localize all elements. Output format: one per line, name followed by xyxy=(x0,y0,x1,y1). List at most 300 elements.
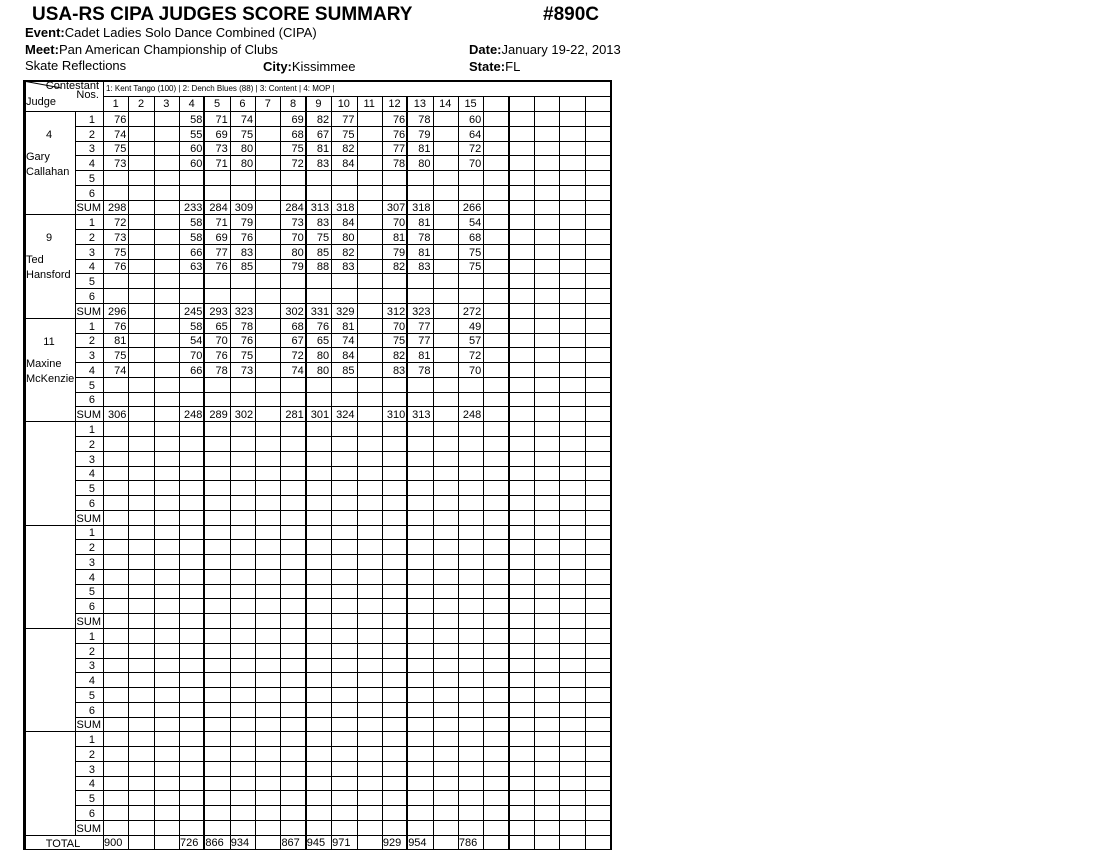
table-left-border xyxy=(23,80,26,850)
sum-cell: 329 xyxy=(336,305,355,318)
score-cell: 76 xyxy=(114,320,127,333)
grid-line xyxy=(433,96,434,850)
sum-cell: 318 xyxy=(412,202,431,215)
sum-cell: 331 xyxy=(310,305,330,318)
grid-line xyxy=(75,643,610,644)
sum-cell: 324 xyxy=(336,409,355,422)
column-number: 1 xyxy=(112,98,119,110)
grid-line xyxy=(559,96,560,850)
score-cell: 74 xyxy=(240,113,254,126)
column-number: 5 xyxy=(214,98,221,110)
score-cell: 60 xyxy=(190,143,203,156)
score-cell: 88 xyxy=(316,261,330,274)
score-cell: 81 xyxy=(418,217,431,230)
score-cell: 70 xyxy=(215,335,228,348)
row-label: 3 xyxy=(88,763,95,776)
judge-last-name: Hansford xyxy=(26,269,71,282)
row-label: 5 xyxy=(88,793,95,806)
sum-cell: 248 xyxy=(184,409,203,422)
score-cell: 76 xyxy=(392,128,406,141)
city-label: City: xyxy=(263,59,292,74)
score-cell: 80 xyxy=(418,158,431,171)
nos-label: Nos. xyxy=(76,89,99,101)
sum-label: SUM xyxy=(76,822,101,835)
score-cell: 75 xyxy=(240,128,254,141)
sum-cell: 306 xyxy=(107,409,127,422)
score-cell: 83 xyxy=(316,217,330,230)
score-cell: 82 xyxy=(316,113,330,126)
score-cell: 74 xyxy=(342,335,355,348)
score-cell: 72 xyxy=(291,350,304,363)
grid-line xyxy=(75,170,610,171)
sum-cell: 310 xyxy=(386,409,406,422)
score-cell: 70 xyxy=(291,231,304,244)
score-cell: 80 xyxy=(316,364,330,377)
grid-line xyxy=(23,835,610,836)
score-cell: 81 xyxy=(418,350,431,363)
score-cell: 65 xyxy=(215,320,228,333)
sum-cell: 289 xyxy=(209,409,228,422)
row-label: 3 xyxy=(88,246,95,259)
grid-line xyxy=(75,746,610,747)
score-cell: 83 xyxy=(392,364,406,377)
score-cell: 66 xyxy=(190,246,203,259)
sum-cell: 296 xyxy=(107,305,127,318)
row-label: 4 xyxy=(88,675,95,688)
row-label: 2 xyxy=(88,231,95,244)
score-cell: 75 xyxy=(114,143,127,156)
row-label: 5 xyxy=(88,586,95,599)
sum-cell: 284 xyxy=(209,202,228,215)
grid-line xyxy=(75,776,610,777)
score-cell: 75 xyxy=(316,231,330,244)
column-number: 12 xyxy=(388,98,401,110)
row-label: 1 xyxy=(88,113,95,126)
score-cell: 79 xyxy=(392,246,406,259)
grid-line xyxy=(75,539,610,540)
score-cell: 76 xyxy=(215,350,228,363)
judge-number: 4 xyxy=(45,129,53,141)
row-label: 6 xyxy=(88,394,95,407)
score-cell: 73 xyxy=(114,158,127,171)
grid-line xyxy=(23,111,610,112)
row-label: 5 xyxy=(88,483,95,496)
sum-cell: 309 xyxy=(234,202,254,215)
form-code: #890C xyxy=(543,4,599,25)
row-label: 6 xyxy=(88,291,95,304)
grid-line xyxy=(508,96,510,850)
score-cell: 78 xyxy=(215,364,228,377)
score-cell: 75 xyxy=(291,143,304,156)
row-label: 6 xyxy=(88,187,95,200)
sum-cell: 312 xyxy=(386,305,406,318)
score-cell: 82 xyxy=(392,350,406,363)
score-cell: 84 xyxy=(342,217,355,230)
row-label: 6 xyxy=(88,808,95,821)
score-cell: 81 xyxy=(316,143,330,156)
row-label: 1 xyxy=(88,527,95,540)
judge-first-name: Gary xyxy=(26,151,50,163)
grid-line xyxy=(75,672,610,673)
grid-line xyxy=(75,436,610,437)
score-cell: 73 xyxy=(114,231,127,244)
score-cell: 74 xyxy=(291,364,304,377)
score-cell: 72 xyxy=(114,217,127,230)
contestants-legend: 1: Kent Tango (100) | 2: Dench Blues (88) | 3: Content | 4: MOP | xyxy=(106,84,335,93)
sum-label: SUM xyxy=(76,305,101,318)
date-line xyxy=(469,41,621,59)
score-cell: 55 xyxy=(190,128,203,141)
score-cell: 83 xyxy=(418,261,431,274)
score-cell: 83 xyxy=(316,158,330,171)
grid-line xyxy=(75,392,610,393)
score-cell: 69 xyxy=(215,128,228,141)
sum-cell: 284 xyxy=(285,202,304,215)
row-label: 1 xyxy=(88,217,95,230)
sum-cell: 272 xyxy=(462,305,482,318)
score-cell: 54 xyxy=(190,335,203,348)
grid-line xyxy=(75,141,610,142)
score-cell: 80 xyxy=(291,246,304,259)
score-cell: 85 xyxy=(240,261,254,274)
score-cell: 77 xyxy=(418,320,431,333)
meet-value: Pan American Championship of Clubs xyxy=(58,42,278,57)
total-cell: 929 xyxy=(382,836,402,849)
column-number: 10 xyxy=(337,98,350,110)
score-cell: 70 xyxy=(468,158,482,171)
row-label: 2 xyxy=(88,748,95,761)
grid-line xyxy=(357,96,358,850)
score-cell: 84 xyxy=(342,158,355,171)
column-number: 9 xyxy=(315,98,322,110)
score-cell: 74 xyxy=(114,128,127,141)
score-cell: 80 xyxy=(240,158,254,171)
sum-cell: 323 xyxy=(412,305,431,318)
score-cell: 63 xyxy=(190,261,203,274)
score-cell: 79 xyxy=(240,217,254,230)
sum-cell: 313 xyxy=(412,409,431,422)
score-cell: 84 xyxy=(342,350,355,363)
column-number: 11 xyxy=(363,98,375,110)
sum-label: SUM xyxy=(76,512,101,525)
city-value: Kissimmee xyxy=(291,59,356,74)
state-value: FL xyxy=(505,59,521,74)
grid-line xyxy=(103,80,104,850)
score-cell: 76 xyxy=(316,320,330,333)
score-cell: 76 xyxy=(215,261,228,274)
grid-line xyxy=(585,96,586,850)
score-cell: 83 xyxy=(240,246,254,259)
column-number: 14 xyxy=(439,98,452,110)
grid-line xyxy=(75,584,610,585)
score-cell: 76 xyxy=(240,231,254,244)
state-line xyxy=(469,58,520,76)
score-cell: 77 xyxy=(392,143,406,156)
grid-line xyxy=(534,96,535,850)
column-number: 15 xyxy=(464,98,477,110)
grid-line xyxy=(75,702,610,703)
score-cell: 80 xyxy=(316,350,330,363)
contestant-label: Contestant xyxy=(45,80,99,92)
score-cell: 81 xyxy=(114,335,127,348)
score-cell: 78 xyxy=(418,364,431,377)
sum-cell: 318 xyxy=(336,202,355,215)
score-cell: 76 xyxy=(240,335,254,348)
column-number: 7 xyxy=(264,98,271,110)
state-label: State: xyxy=(469,59,506,74)
sum-cell: 323 xyxy=(234,305,254,318)
grid-line xyxy=(75,406,610,407)
total-cell: 867 xyxy=(281,836,300,849)
row-label: 4 xyxy=(88,468,95,481)
grid-line xyxy=(23,525,610,526)
score-cell: 75 xyxy=(114,246,127,259)
total-cell: 971 xyxy=(332,836,351,849)
score-cell: 80 xyxy=(240,143,254,156)
event-line xyxy=(25,24,317,42)
row-label: 3 xyxy=(88,660,95,673)
row-label: 4 xyxy=(88,571,95,584)
column-number: 13 xyxy=(413,98,426,110)
score-cell: 77 xyxy=(342,113,355,126)
sum-cell: 301 xyxy=(310,409,330,422)
score-cell: 81 xyxy=(418,246,431,259)
sum-cell: 245 xyxy=(184,305,203,318)
row-label: 5 xyxy=(88,172,95,185)
score-cell: 82 xyxy=(342,246,355,259)
score-cell: 82 xyxy=(392,261,406,274)
grid-line xyxy=(75,598,610,599)
score-cell: 68 xyxy=(291,320,304,333)
sum-cell: 307 xyxy=(386,202,406,215)
score-cell: 58 xyxy=(190,231,203,244)
grid-line xyxy=(75,717,610,718)
grid-line xyxy=(75,244,610,245)
grid-line xyxy=(75,466,610,467)
score-cell: 78 xyxy=(392,158,406,171)
grid-line xyxy=(75,451,610,452)
row-label: 5 xyxy=(88,379,95,392)
score-cell: 64 xyxy=(468,128,482,141)
score-cell: 68 xyxy=(468,231,482,244)
score-cell: 73 xyxy=(215,143,228,156)
date-label: Date: xyxy=(469,42,502,57)
column-number: 2 xyxy=(137,98,145,110)
judge-number: 9 xyxy=(45,232,53,245)
sum-cell: 302 xyxy=(234,409,254,422)
score-cell: 78 xyxy=(418,113,431,126)
row-label: 4 xyxy=(88,364,95,377)
row-label: 2 xyxy=(88,645,95,658)
judge-first-name: Ted xyxy=(26,254,44,267)
grid-line xyxy=(23,318,610,319)
grid-line xyxy=(75,126,610,127)
sum-cell: 293 xyxy=(209,305,228,318)
row-label: 4 xyxy=(88,778,95,791)
score-cell: 58 xyxy=(190,217,203,230)
row-label: 3 xyxy=(88,143,95,156)
score-cell: 67 xyxy=(291,335,304,348)
grid-line xyxy=(255,96,256,850)
row-label: 1 xyxy=(88,320,95,333)
grid-line xyxy=(75,687,610,688)
score-cell: 70 xyxy=(468,364,482,377)
score-cell: 67 xyxy=(316,128,330,141)
sum-cell: 298 xyxy=(107,202,127,215)
row-label: 2 xyxy=(88,128,95,141)
total-cell: 786 xyxy=(458,836,478,849)
grid-line xyxy=(75,303,610,304)
score-cell: 60 xyxy=(190,158,203,171)
event-value: Cadet Ladies Solo Dance Combined (CIPA) xyxy=(64,25,317,40)
grid-line xyxy=(75,805,610,806)
total-cell: 726 xyxy=(180,836,199,849)
grid-line xyxy=(75,658,610,659)
total-cell: 934 xyxy=(230,836,250,849)
grid-line xyxy=(75,185,610,186)
score-cell: 72 xyxy=(468,350,482,363)
grid-line xyxy=(75,790,610,791)
row-label: 2 xyxy=(88,438,95,451)
total-label: TOTAL xyxy=(45,837,81,850)
row-label: 6 xyxy=(88,497,95,510)
score-cell: 70 xyxy=(190,350,203,363)
grid-line xyxy=(23,628,610,629)
city-line xyxy=(263,58,355,76)
sum-label: SUM xyxy=(76,719,101,732)
grid-line xyxy=(75,259,610,260)
score-cell: 75 xyxy=(240,350,254,363)
score-cell: 70 xyxy=(392,320,406,333)
score-cell: 75 xyxy=(342,128,355,141)
score-cell: 69 xyxy=(215,231,228,244)
judge-label: Judge xyxy=(26,96,56,108)
grid-line xyxy=(75,569,610,570)
score-cell: 78 xyxy=(240,320,254,333)
sum-cell: 266 xyxy=(462,202,482,215)
score-cell: 57 xyxy=(468,335,482,348)
grid-line xyxy=(75,761,610,762)
total-cell: 945 xyxy=(306,836,326,849)
score-cell: 72 xyxy=(468,143,482,156)
grid-line xyxy=(75,820,610,821)
sum-cell: 313 xyxy=(310,202,330,215)
score-cell: 60 xyxy=(468,113,482,126)
score-cell: 73 xyxy=(240,364,254,377)
score-cell: 76 xyxy=(114,113,127,126)
sum-label: SUM xyxy=(76,616,101,628)
score-cell: 74 xyxy=(114,364,127,377)
score-cell: 58 xyxy=(190,320,203,333)
column-number: 6 xyxy=(239,98,246,110)
table-top-border xyxy=(23,80,612,82)
score-cell: 80 xyxy=(342,231,355,244)
event-label: Event: xyxy=(25,25,65,40)
score-cell: 75 xyxy=(468,246,482,259)
score-cell: 78 xyxy=(418,231,431,244)
score-cell: 81 xyxy=(392,231,406,244)
score-cell: 58 xyxy=(190,113,203,126)
score-cell: 71 xyxy=(215,217,228,230)
row-label: 1 xyxy=(88,734,95,747)
row-label: 2 xyxy=(88,335,95,348)
score-cell: 77 xyxy=(215,246,228,259)
column-number: 3 xyxy=(163,98,170,110)
score-cell: 66 xyxy=(190,364,203,377)
score-cell: 69 xyxy=(291,113,304,126)
grid-line xyxy=(75,288,610,289)
total-cell: 866 xyxy=(205,836,224,849)
score-cell: 79 xyxy=(291,261,304,274)
row-label: 1 xyxy=(88,630,95,643)
score-cell: 79 xyxy=(418,128,431,141)
judge-last-name: Callahan xyxy=(26,166,70,178)
table-right-border xyxy=(610,80,612,850)
sum-cell: 233 xyxy=(184,202,203,215)
grid-line xyxy=(75,554,610,555)
row-label: 4 xyxy=(88,158,95,171)
score-cell: 81 xyxy=(418,143,431,156)
judge-first-name: Maxine xyxy=(26,357,62,370)
row-label: 1 xyxy=(88,423,95,436)
column-number: 8 xyxy=(290,98,297,110)
score-cell: 71 xyxy=(215,158,228,171)
row-label: 4 xyxy=(88,261,95,274)
meet-line xyxy=(25,41,278,59)
row-label: 6 xyxy=(88,601,95,614)
row-label: 2 xyxy=(88,542,95,555)
score-cell: 54 xyxy=(468,217,482,230)
row-label: 3 xyxy=(88,453,95,466)
score-cell: 85 xyxy=(342,364,355,377)
grid-line xyxy=(75,333,610,334)
score-cell: 73 xyxy=(291,217,304,230)
score-cell: 68 xyxy=(291,128,304,141)
grid-line xyxy=(75,510,610,511)
grid-line xyxy=(154,96,155,850)
grid-line xyxy=(75,200,610,201)
meet-label: Meet: xyxy=(25,42,59,57)
score-cell: 72 xyxy=(291,158,304,171)
club-name: Skate Reflections xyxy=(25,58,127,73)
total-cell: 900 xyxy=(104,836,123,849)
score-cell: 49 xyxy=(468,320,482,333)
sum-label: SUM xyxy=(76,409,101,422)
score-cell: 76 xyxy=(114,261,127,274)
score-cell: 65 xyxy=(316,335,330,348)
page-title: USA-RS CIPA JUDGES SCORE SUMMARY xyxy=(32,4,413,25)
sum-label: SUM xyxy=(76,202,101,215)
date-value: January 19-22, 2013 xyxy=(501,42,621,57)
score-cell: 75 xyxy=(392,335,406,348)
row-label: 6 xyxy=(88,704,95,717)
judge-number: 11 xyxy=(43,335,55,348)
judge-last-name: McKenzie xyxy=(26,372,75,385)
score-cell: 81 xyxy=(342,320,355,333)
row-label: 3 xyxy=(88,350,95,363)
grid-line xyxy=(75,613,610,614)
grid-line xyxy=(75,495,610,496)
score-cell: 82 xyxy=(342,143,355,156)
grid-line xyxy=(75,480,610,481)
score-cell: 75 xyxy=(114,350,127,363)
row-label: 3 xyxy=(88,556,95,569)
sum-cell: 281 xyxy=(285,409,304,422)
score-cell: 75 xyxy=(468,261,482,274)
grid-line xyxy=(75,362,610,363)
total-cell: 954 xyxy=(408,836,427,849)
grid-line xyxy=(23,731,610,732)
